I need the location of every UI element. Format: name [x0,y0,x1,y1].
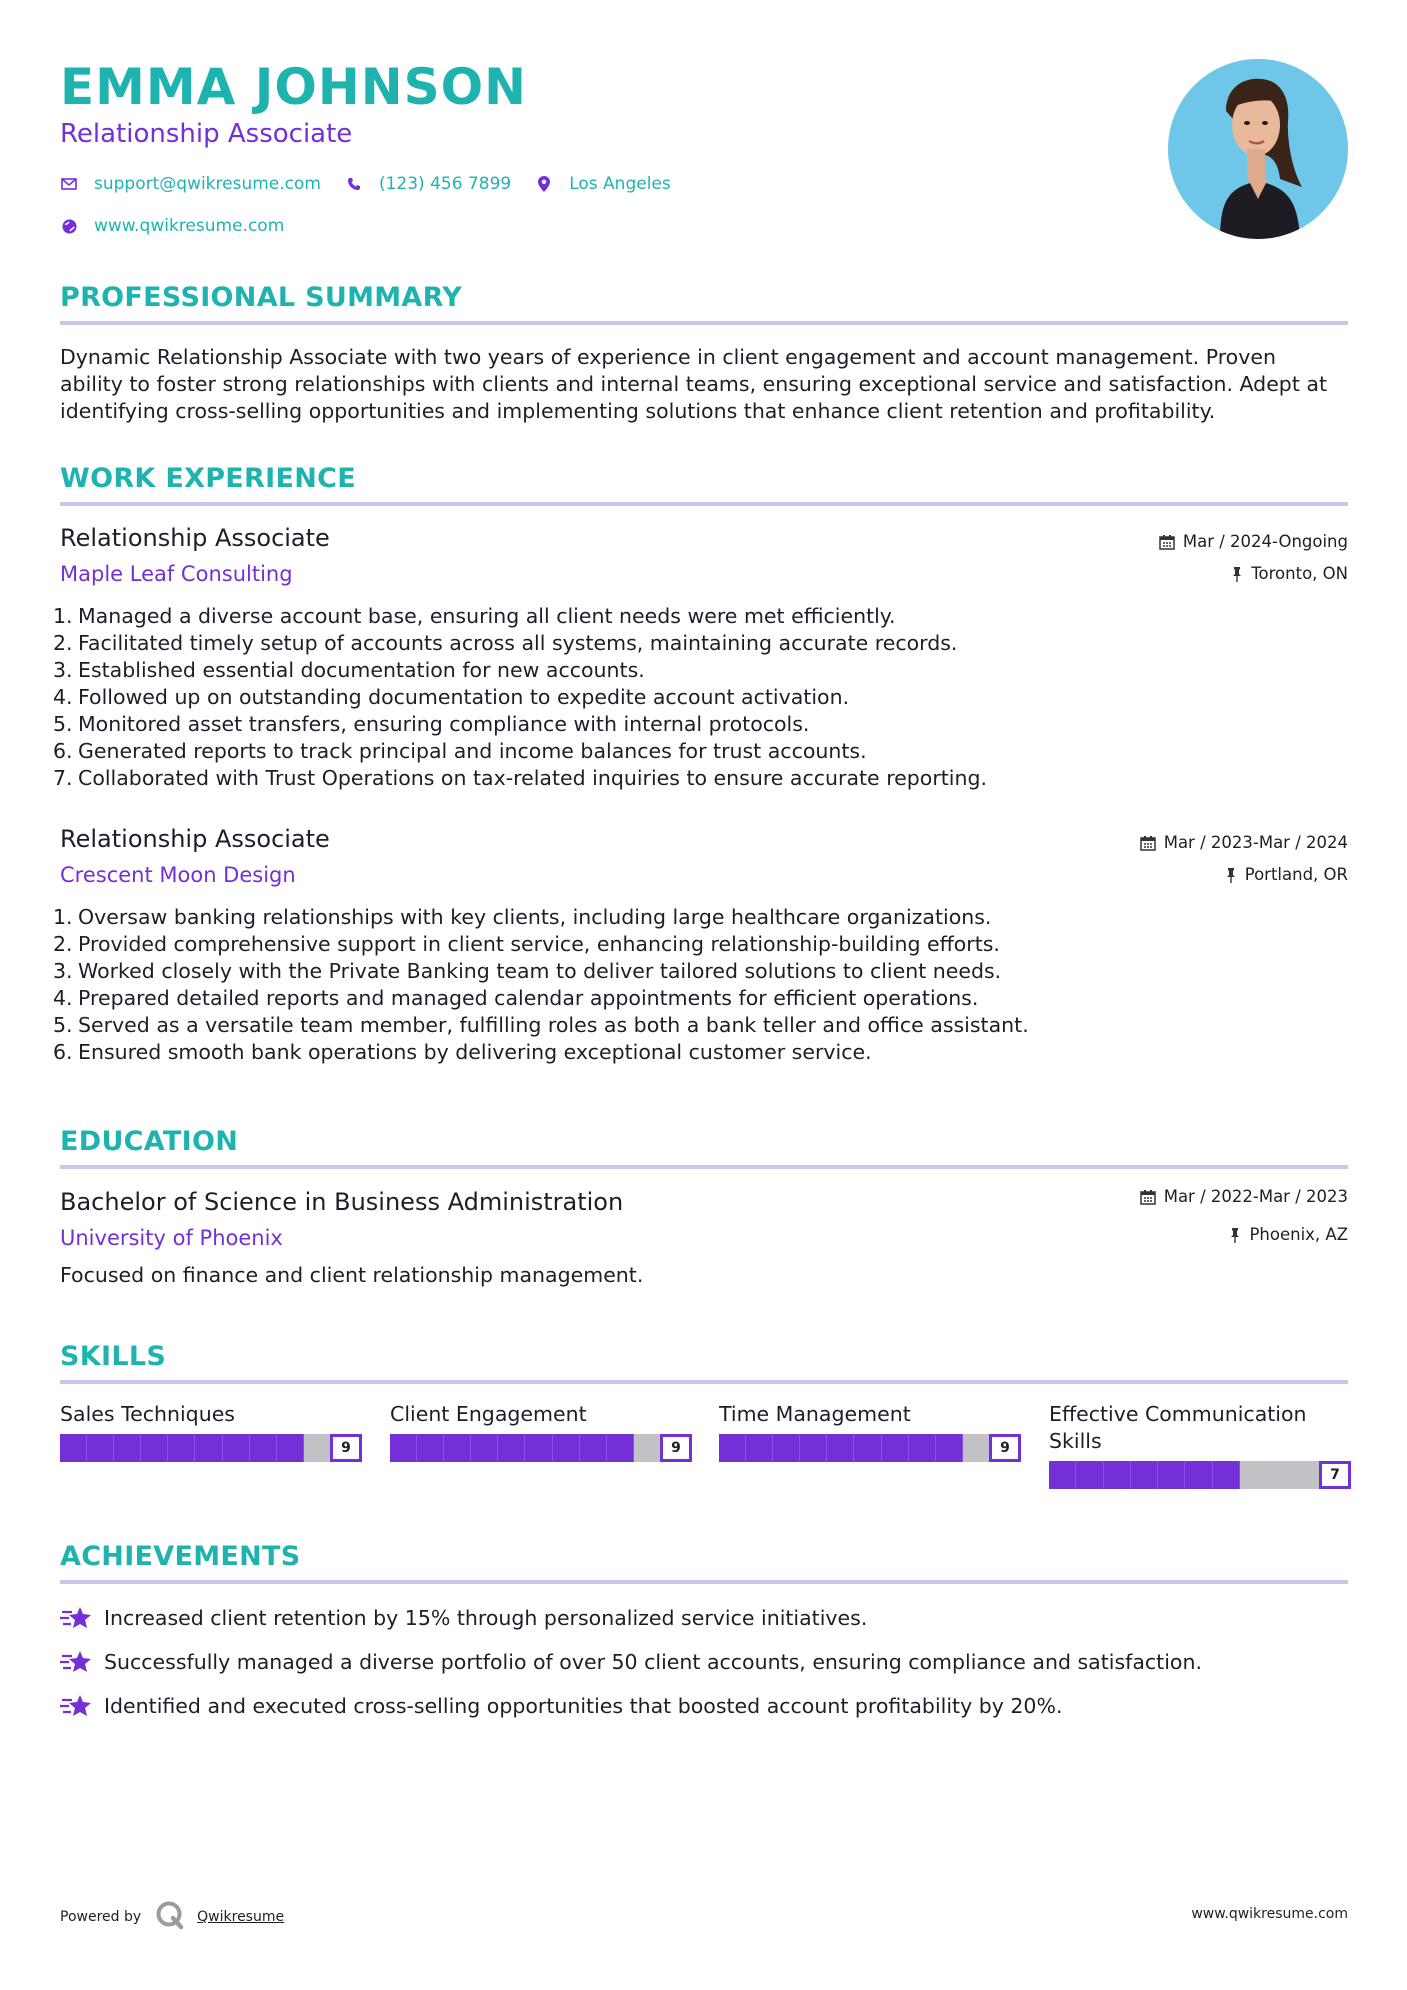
footer-website-link[interactable]: www.qwikresume.com [1191,1906,1348,1922]
summary-line: Dynamic Relationship Associate with two years of experience in client engagement and account management. Proven [60,345,1276,369]
experience-divider [60,502,1348,506]
globe-icon [60,217,78,235]
location-text: Los Angeles [569,174,671,194]
skill-bar-filled-segment [1049,1461,1076,1489]
skill-bar-filled-segment [1076,1461,1103,1489]
list-item: 6. Ensured smooth bank operations by delivering exceptional customer service. [53,1040,872,1064]
skill-bar-filled-segment [195,1434,222,1462]
list-item: 2. Facilitated timely setup of accounts across all systems, maintaining accurate records. [53,631,958,655]
education-heading: EDUCATION [60,1126,239,1157]
skill-name: Client Engagement [390,1402,587,1426]
skill-bar-empty-segment [1293,1461,1319,1489]
skill-bar-filled-segment [250,1434,277,1462]
phone-icon [345,175,363,193]
skill-meter [719,1434,1021,1462]
skill-bar-filled-segment [827,1434,854,1462]
list-item: 3. Worked closely with the Private Banking team to deliver tailored solutions to client needs. [53,959,1002,983]
education-dates-text: Mar / 2022-Mar / 2023 [1163,1187,1348,1206]
website-link[interactable]: www.qwikresume.com [94,216,285,236]
skill-score: 9 [989,1434,1021,1462]
skill-bar-filled-segment [882,1434,909,1462]
profile-photo [1168,59,1348,239]
skill-bar-filled-segment [800,1434,827,1462]
contact-row [60,174,695,194]
email-link[interactable]: support@qwikresume.com [94,174,321,194]
degree-title: Bachelor of Science in Business Administration [60,1188,624,1216]
skill-bar-empty-segment [1266,1461,1292,1489]
list-item: 2. Provided comprehensive support in client service, enhancing relationship-building efforts. [53,932,1000,956]
skill-bar-filled-segment [114,1434,141,1462]
skill-bar-filled-segment [471,1434,498,1462]
job-responsibilities [53,603,987,792]
list-item: 1. Oversaw banking relationships with key clients, including large healthcare organizations. [53,905,992,929]
education-location [1229,1225,1348,1244]
achievement-text: Successfully managed a diverse portfolio of over 50 client accounts, ensuring compliance and satisfaction. [104,1650,1202,1674]
skill-score: 7 [1319,1461,1351,1489]
shooting-star-icon [60,1604,92,1632]
achievement-item [60,1604,867,1632]
list-item: 6. Generated reports to track principal and income balances for trust accounts. [53,739,867,763]
skill-bar-filled-segment [746,1434,773,1462]
summary-line: identifying cross-selling opportunities and implementing solutions that enhance client retention and profitability. [60,399,1216,423]
candidate-role: Relationship Associate [60,119,353,149]
skill-bar-filled-segment [141,1434,168,1462]
calendar-icon [1140,1189,1156,1205]
phone-text: (123) 456 7899 [378,174,512,194]
skill-name: Time Management [719,1402,911,1426]
skill-meter [60,1434,362,1462]
skill-bar-filled-segment [223,1434,250,1462]
summary-divider [60,321,1348,325]
list-item: 4. Prepared detailed reports and managed calendar appointments for efficient operations. [53,986,979,1010]
powered-by-label: Powered by [60,1909,142,1925]
skill-bar-empty-segment [304,1434,330,1462]
list-item: 3. Established essential documentation for new accounts. [53,658,645,682]
skill-item [60,1401,362,1462]
skill-bar-filled-segment [444,1434,471,1462]
skill-bar [60,1434,330,1462]
summary-line: ability to foster strong relationships with clients and internal teams, ensuring exceptional service and satisfaction. Adept at [60,372,1327,396]
pushpin-icon [1229,1227,1241,1243]
skill-bar-filled-segment [60,1434,87,1462]
list-item: 7. Collaborated with Trust Operations on tax-related inquiries to ensure accurate reporting. [53,766,988,790]
skill-item [1049,1401,1351,1489]
achievements-heading: ACHIEVEMENTS [60,1541,301,1572]
education-description: Focused on finance and client relationship management. [60,1263,644,1287]
job-title: Relationship Associate [60,524,330,552]
skill-bar-filled-segment [773,1434,800,1462]
summary-text [60,344,1350,425]
skill-bar [719,1434,989,1462]
experience-heading: WORK EXPERIENCE [60,463,356,494]
skill-name: Effective Communication Skills [1049,1402,1307,1453]
summary-heading: PROFESSIONAL SUMMARY [60,282,463,313]
achievement-text: Identified and executed cross-selling opportunities that boosted account profitability by 20%. [104,1694,1063,1718]
job-dates-text: Mar / 2023-Mar / 2024 [1163,833,1348,852]
email-icon [60,175,78,193]
skill-bar-filled-segment [525,1434,552,1462]
job-location [1231,564,1348,583]
skill-bar-filled-segment [417,1434,444,1462]
website-row [60,216,308,236]
list-item: 4. Followed up on outstanding documentation to expedite account activation. [53,685,850,709]
job-company: Crescent Moon Design [60,863,296,887]
list-item: 1. Managed a diverse account base, ensuring all client needs were met efficiently. [53,604,896,628]
calendar-icon [1159,534,1175,550]
skill-bar [390,1434,660,1462]
skill-bar-filled-segment [390,1434,417,1462]
skill-bar-filled-segment [1213,1461,1240,1489]
skill-meter [390,1434,692,1462]
school-name: University of Phoenix [60,1226,283,1250]
skill-meter [1049,1461,1351,1489]
pushpin-icon [1231,566,1243,582]
skill-bar-filled-segment [909,1434,936,1462]
qwikresume-link[interactable]: Qwikresume [197,1909,285,1925]
job-dates [1140,833,1348,852]
skill-bar-empty-segment [963,1434,989,1462]
job-location-text: Toronto, ON [1251,564,1348,583]
job-dates [1159,532,1348,551]
skill-bar-filled-segment [580,1434,607,1462]
pushpin-icon [1225,867,1237,883]
list-item: 5. Monitored asset transfers, ensuring compliance with internal protocols. [53,712,810,736]
skill-score: 9 [660,1434,692,1462]
skill-name: Sales Techniques [60,1402,235,1426]
achievement-text: Increased client retention by 15% through personalized service initiatives. [104,1606,868,1630]
skill-bar-filled-segment [1104,1461,1131,1489]
job-location [1225,865,1348,884]
skill-bar-empty-segment [1240,1461,1266,1489]
education-dates [1140,1187,1348,1206]
job-title: Relationship Associate [60,825,330,853]
footer-powered-by [60,1900,284,1934]
achievement-item [60,1648,1202,1676]
skill-bar-filled-segment [87,1434,114,1462]
location-pin-icon [535,175,553,193]
job-dates-text: Mar / 2024-Ongoing [1182,532,1348,551]
shooting-star-icon [60,1692,92,1720]
skill-bar-filled-segment [553,1434,580,1462]
calendar-icon [1140,835,1156,851]
achievement-item [60,1692,1062,1720]
skill-item [390,1401,692,1462]
qwikresume-logo-icon [155,1900,185,1934]
skill-bar-filled-segment [719,1434,746,1462]
shooting-star-icon [60,1648,92,1676]
skill-bar-filled-segment [1185,1461,1212,1489]
skill-bar-filled-segment [607,1434,634,1462]
skill-bar-filled-segment [277,1434,304,1462]
job-company: Maple Leaf Consulting [60,562,293,586]
skill-score: 9 [330,1434,362,1462]
skill-item [719,1401,1021,1462]
education-location-text: Phoenix, AZ [1249,1225,1348,1244]
skill-bar-filled-segment [1158,1461,1185,1489]
skill-bar-filled-segment [168,1434,195,1462]
skill-bar-filled-segment [854,1434,881,1462]
candidate-name: EMMA JOHNSON [60,58,527,116]
job-responsibilities [53,904,1029,1066]
skill-bar [1049,1461,1319,1489]
skill-bar-filled-segment [1131,1461,1158,1489]
skills-divider [60,1380,1348,1384]
education-divider [60,1165,1348,1169]
job-location-text: Portland, OR [1244,865,1348,884]
skill-bar-filled-segment [936,1434,963,1462]
achievements-divider [60,1580,1348,1584]
skill-bar-filled-segment [498,1434,525,1462]
skill-bar-empty-segment [634,1434,660,1462]
skills-heading: SKILLS [60,1341,167,1372]
list-item: 5. Served as a versatile team member, fulfilling roles as both a bank teller and office assistant. [53,1013,1029,1037]
